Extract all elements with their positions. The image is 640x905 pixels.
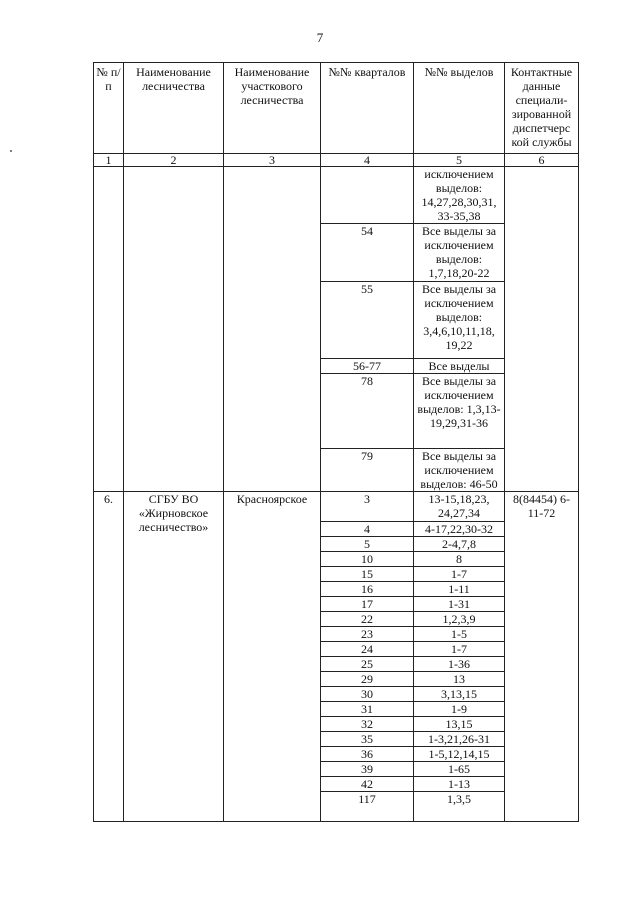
allotment-cell: 1-7 [414,567,505,582]
allotment-cell: Все выделы за исключением выделов: 3,4,6,10,11,18, 19,22 [414,282,505,359]
allotment-cell: исключением выделов: 14,27,28,30,31, 33-35,38 [414,167,505,224]
prev-num-cell [94,167,124,492]
quarter-cell: 15 [321,567,414,582]
quarter-row [94,492,579,522]
quarter-cell: 10 [321,552,414,567]
forestry-table [93,62,579,822]
header-row [94,63,579,154]
header-district: Наименование участкового лесничества [224,63,321,154]
forestry-name: СГБУ ВО «Жирновское лесничество» [124,492,224,822]
quarter-cell: 4 [321,522,414,537]
allotment-cell: 2-4,7,8 [414,537,505,552]
quarter-cell: 5 [321,537,414,552]
allotment-cell: 1,2,3,9 [414,612,505,627]
quarter-cell: 22 [321,612,414,627]
quarter-cell: 79 [321,449,414,492]
quarter-cell [321,167,414,224]
allotment-cell: 3,13,15 [414,687,505,702]
allotment-cell: 1-3,21,26-31 [414,732,505,747]
quarter-cell: 25 [321,657,414,672]
column-number: 3 [224,154,321,167]
quarter-cell: 29 [321,672,414,687]
column-number: 5 [414,154,505,167]
quarter-cell: 42 [321,777,414,792]
allotment-cell: 1-11 [414,582,505,597]
quarter-cell: 36 [321,747,414,762]
quarter-cell: 35 [321,732,414,747]
quarter-cell: 32 [321,717,414,732]
allotment-cell: Все выделы за исключением выделов: 1,7,18,20-22 [414,224,505,282]
header-quarters: №№ кварталов [321,63,414,154]
allotment-cell: 1-9 [414,702,505,717]
quarter-cell: 117 [321,792,414,822]
allotment-cell: 1-13 [414,777,505,792]
quarter-cell: 56-77 [321,359,414,374]
contact-phone: 8(84454) 6-11-72 [505,492,579,822]
quarter-cell: 23 [321,627,414,642]
header-forestry: Наименование лесничества [124,63,224,154]
quarter-cell: 24 [321,642,414,657]
scan-speck [10,150,12,152]
allotment-cell: 1,3,5 [414,792,505,822]
section-number: 6. [94,492,124,822]
allotment-cell: 1-36 [414,657,505,672]
continuation-row [94,167,579,224]
allotment-cell: Все выделы за исключением выделов: 46-50 [414,449,505,492]
column-number: 2 [124,154,224,167]
quarter-cell: 55 [321,282,414,359]
allotment-cell: 1-7 [414,642,505,657]
column-number: 6 [505,154,579,167]
column-number: 4 [321,154,414,167]
quarter-cell: 30 [321,687,414,702]
allotment-cell: 8 [414,552,505,567]
quarter-cell: 54 [321,224,414,282]
prev-district-cell [224,167,321,492]
allotment-cell: 13,15 [414,717,505,732]
allotment-cell: 1-31 [414,597,505,612]
quarter-cell: 78 [321,374,414,449]
allotment-cell: 1-5,12,14,15 [414,747,505,762]
quarter-cell: 39 [321,762,414,777]
allotment-cell: 1-5 [414,627,505,642]
quarter-cell: 3 [321,492,414,522]
header-contacts: Контактные данные специали-зированной диспетчерс кой службы [505,63,579,154]
allotment-cell: 13-15,18,23, 24,27,34 [414,492,505,522]
allotment-cell: Все выделы [414,359,505,374]
quarter-cell: 31 [321,702,414,717]
quarter-cell: 17 [321,597,414,612]
allotment-cell: Все выделы за исключением выделов: 1,3,13-19,29,31-36 [414,374,505,449]
prev-contact-cell [505,167,579,492]
page-number: 7 [316,30,324,45]
allotment-cell: 1-65 [414,762,505,777]
column-number: 1 [94,154,124,167]
column-number-row [94,154,579,167]
header-num: № п/п [94,63,124,154]
quarter-cell: 16 [321,582,414,597]
prev-forestry-cell [124,167,224,492]
allotment-cell: 13 [414,672,505,687]
header-allotments: №№ выделов [414,63,505,154]
allotment-cell: 4-17,22,30-32 [414,522,505,537]
district-name: Красноярское [224,492,321,822]
